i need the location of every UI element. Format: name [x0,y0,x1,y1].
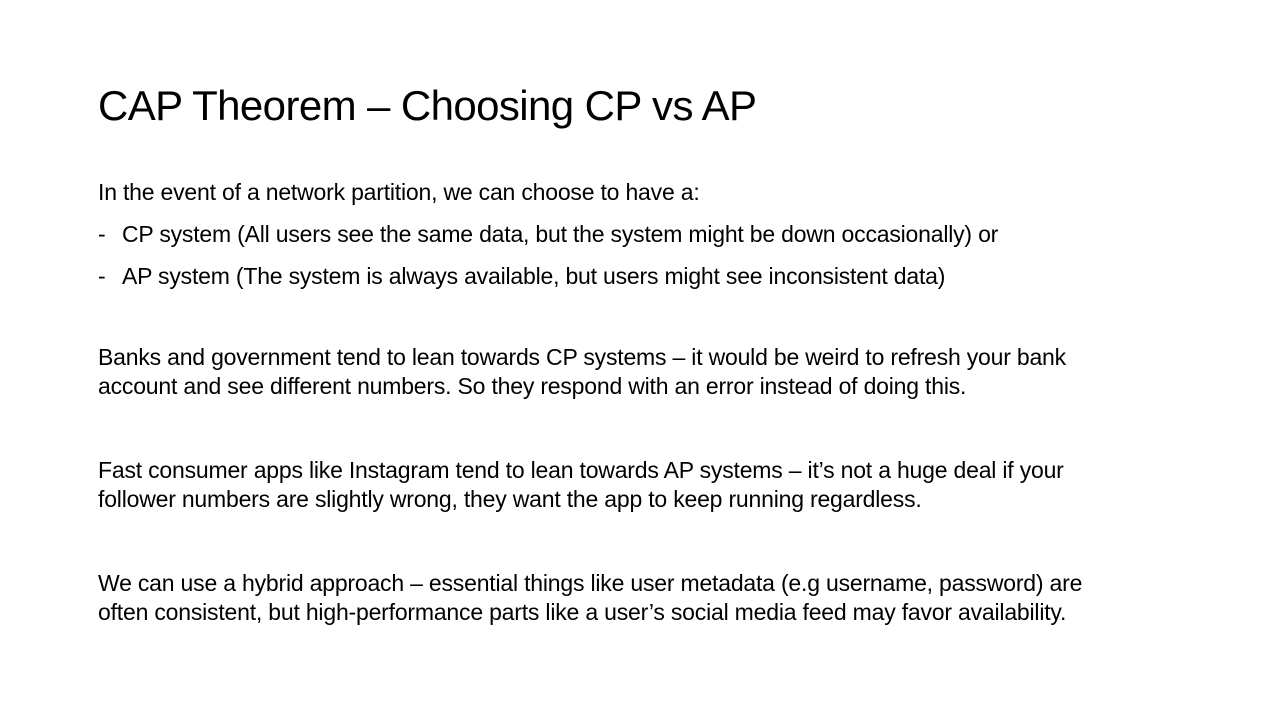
slide-body [98,178,1248,627]
slide-title: CAP Theorem – Choosing CP vs AP [98,82,757,129]
bullet-item-ap [98,262,1248,291]
paragraph-banks [98,343,1248,401]
paragraph-consumer-apps [98,456,1248,514]
paragraph-line: often consistent, but high-performance parts like a user’s social media feed may favor availability. [98,599,1067,625]
bullet-marker: - [98,263,106,289]
intro-text: In the event of a network partition, we can choose to have a: [98,179,700,205]
paragraph-line: Fast consumer apps like Instagram tend to lean towards AP systems – it’s not a huge deal if your [98,457,1064,483]
bullet-marker: - [98,221,106,247]
bullet-text: CP system (All users see the same data, but the system might be down occasionally) or [122,221,999,247]
bullet-list [98,220,1248,291]
bullet-item-cp [98,220,1248,249]
paragraph-line: account and see different numbers. So they respond with an error instead of doing this. [98,373,967,399]
bullet-text: AP system (The system is always available, but users might see inconsistent data) [122,263,946,289]
paragraph-line: follower numbers are slightly wrong, they want the app to keep running regardless. [98,486,922,512]
paragraph-line: Banks and government tend to lean towards CP systems – it would be weird to refresh your bank [98,344,1066,370]
paragraph-hybrid [98,569,1248,627]
paragraph-line: We can use a hybrid approach – essential things like user metadata (e.g username, password) are [98,570,1083,596]
